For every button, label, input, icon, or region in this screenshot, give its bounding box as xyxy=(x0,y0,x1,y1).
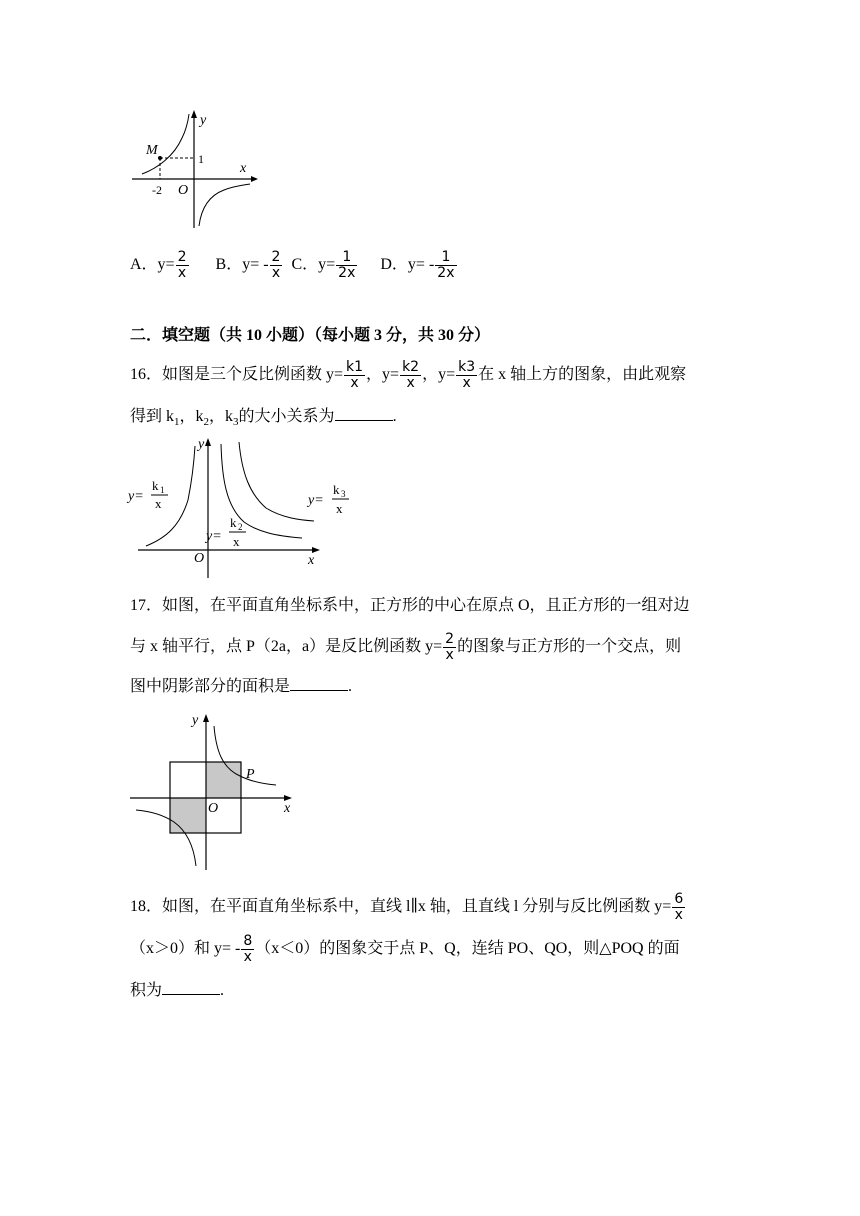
curve-k1 xyxy=(146,446,195,546)
option-a: A．y= $\frac{2}{x}$ xyxy=(130,249,187,281)
q16-line1: 16．如图是三个反比例函数 y= $\frac{k1}{x}$ ，y= $\frac{k2}{x}$ ，y= $\frac{k3}{x}$ 在 x 轴上方的图象，由此观察 xyxy=(130,359,687,391)
label-k3-num: k xyxy=(333,482,340,497)
hyperbola-branch-right xyxy=(199,184,250,226)
label-y: y xyxy=(192,713,199,728)
q18-line3: 积为 . xyxy=(130,982,225,999)
y-axis-arrow xyxy=(205,438,211,446)
shaded-region-top-right xyxy=(206,762,241,798)
q17-line1: 17．如图，在平面直角坐标系中，正方形的中心在原点 O，且正方形的一组对边 xyxy=(130,597,690,614)
x-axis-arrow xyxy=(251,176,258,182)
option-b: B．y= - $\frac{2}{x}$ xyxy=(215,249,281,281)
q18-line2: （x＞0）和 y= - $\frac{8}{x}$ （x＜0）的图象交于点 P、Q，连结 PO、QO，则△POQ 的面 xyxy=(130,933,680,965)
label-origin: O xyxy=(194,551,205,566)
label-k2-prefix: y= xyxy=(206,529,222,544)
label-k2-sub: 2 xyxy=(238,522,243,532)
label-origin: O xyxy=(178,183,189,198)
point-m xyxy=(158,156,162,160)
shaded-region-bottom-left xyxy=(170,798,206,833)
q16-line2: 得到 $k_1$，$k_2$，$k_3$的大小关系为 . xyxy=(130,408,397,429)
label-y: y xyxy=(200,113,207,128)
q15-options xyxy=(130,250,458,281)
label-p: P xyxy=(246,767,255,782)
q18-line1: 18．如图，在平面直角坐标系中，直线 l∥x 轴，且直线 l 分别与反比例函数 y= $\frac{6}{x}$ xyxy=(130,891,684,923)
label-k2-num: k xyxy=(230,515,237,530)
option-d: D．y= - $\frac{1}{2x}$ xyxy=(380,249,455,281)
q16-figure xyxy=(126,434,356,580)
label-x: x xyxy=(308,553,315,568)
label-x: x xyxy=(240,161,247,176)
label-origin: O xyxy=(208,801,219,816)
option-c: C．y= $\frac{1}{2x}$ xyxy=(291,249,356,281)
label-y: y xyxy=(198,437,205,452)
label-m: M xyxy=(146,143,158,158)
label-k1-num: k xyxy=(152,478,159,493)
q15-figure xyxy=(128,108,268,232)
label-k1-den: x xyxy=(155,496,162,511)
label-k1-sub: 1 xyxy=(160,485,165,495)
label-k2-den: x xyxy=(233,534,240,549)
label-minus2: -2 xyxy=(152,183,162,197)
answer-blank xyxy=(162,980,220,995)
section-heading: 二．填空题（共 10 小题）（每小题 3 分，共 30 分） xyxy=(130,327,491,344)
q17-figure xyxy=(128,706,308,872)
y-axis-arrow xyxy=(191,110,197,118)
label-1: 1 xyxy=(198,152,204,166)
curve-k3 xyxy=(239,442,314,521)
label-k1-prefix: y= xyxy=(128,489,144,504)
label-k3-sub: 3 xyxy=(341,489,346,499)
answer-blank xyxy=(290,676,348,691)
label-x: x xyxy=(284,801,291,816)
q17-line2: 与 x 轴平行，点 P（2a，a）是反比例函数 y= $\frac{2}{x}$ 的图象与正方形的一个交点，则 xyxy=(130,631,682,663)
label-k3-prefix: y= xyxy=(308,493,324,508)
q17-line3: 图中阴影部分的面积是 . xyxy=(130,678,353,695)
answer-blank xyxy=(335,406,393,421)
label-k3-den: x xyxy=(336,501,343,516)
y-axis-arrow xyxy=(203,714,209,722)
